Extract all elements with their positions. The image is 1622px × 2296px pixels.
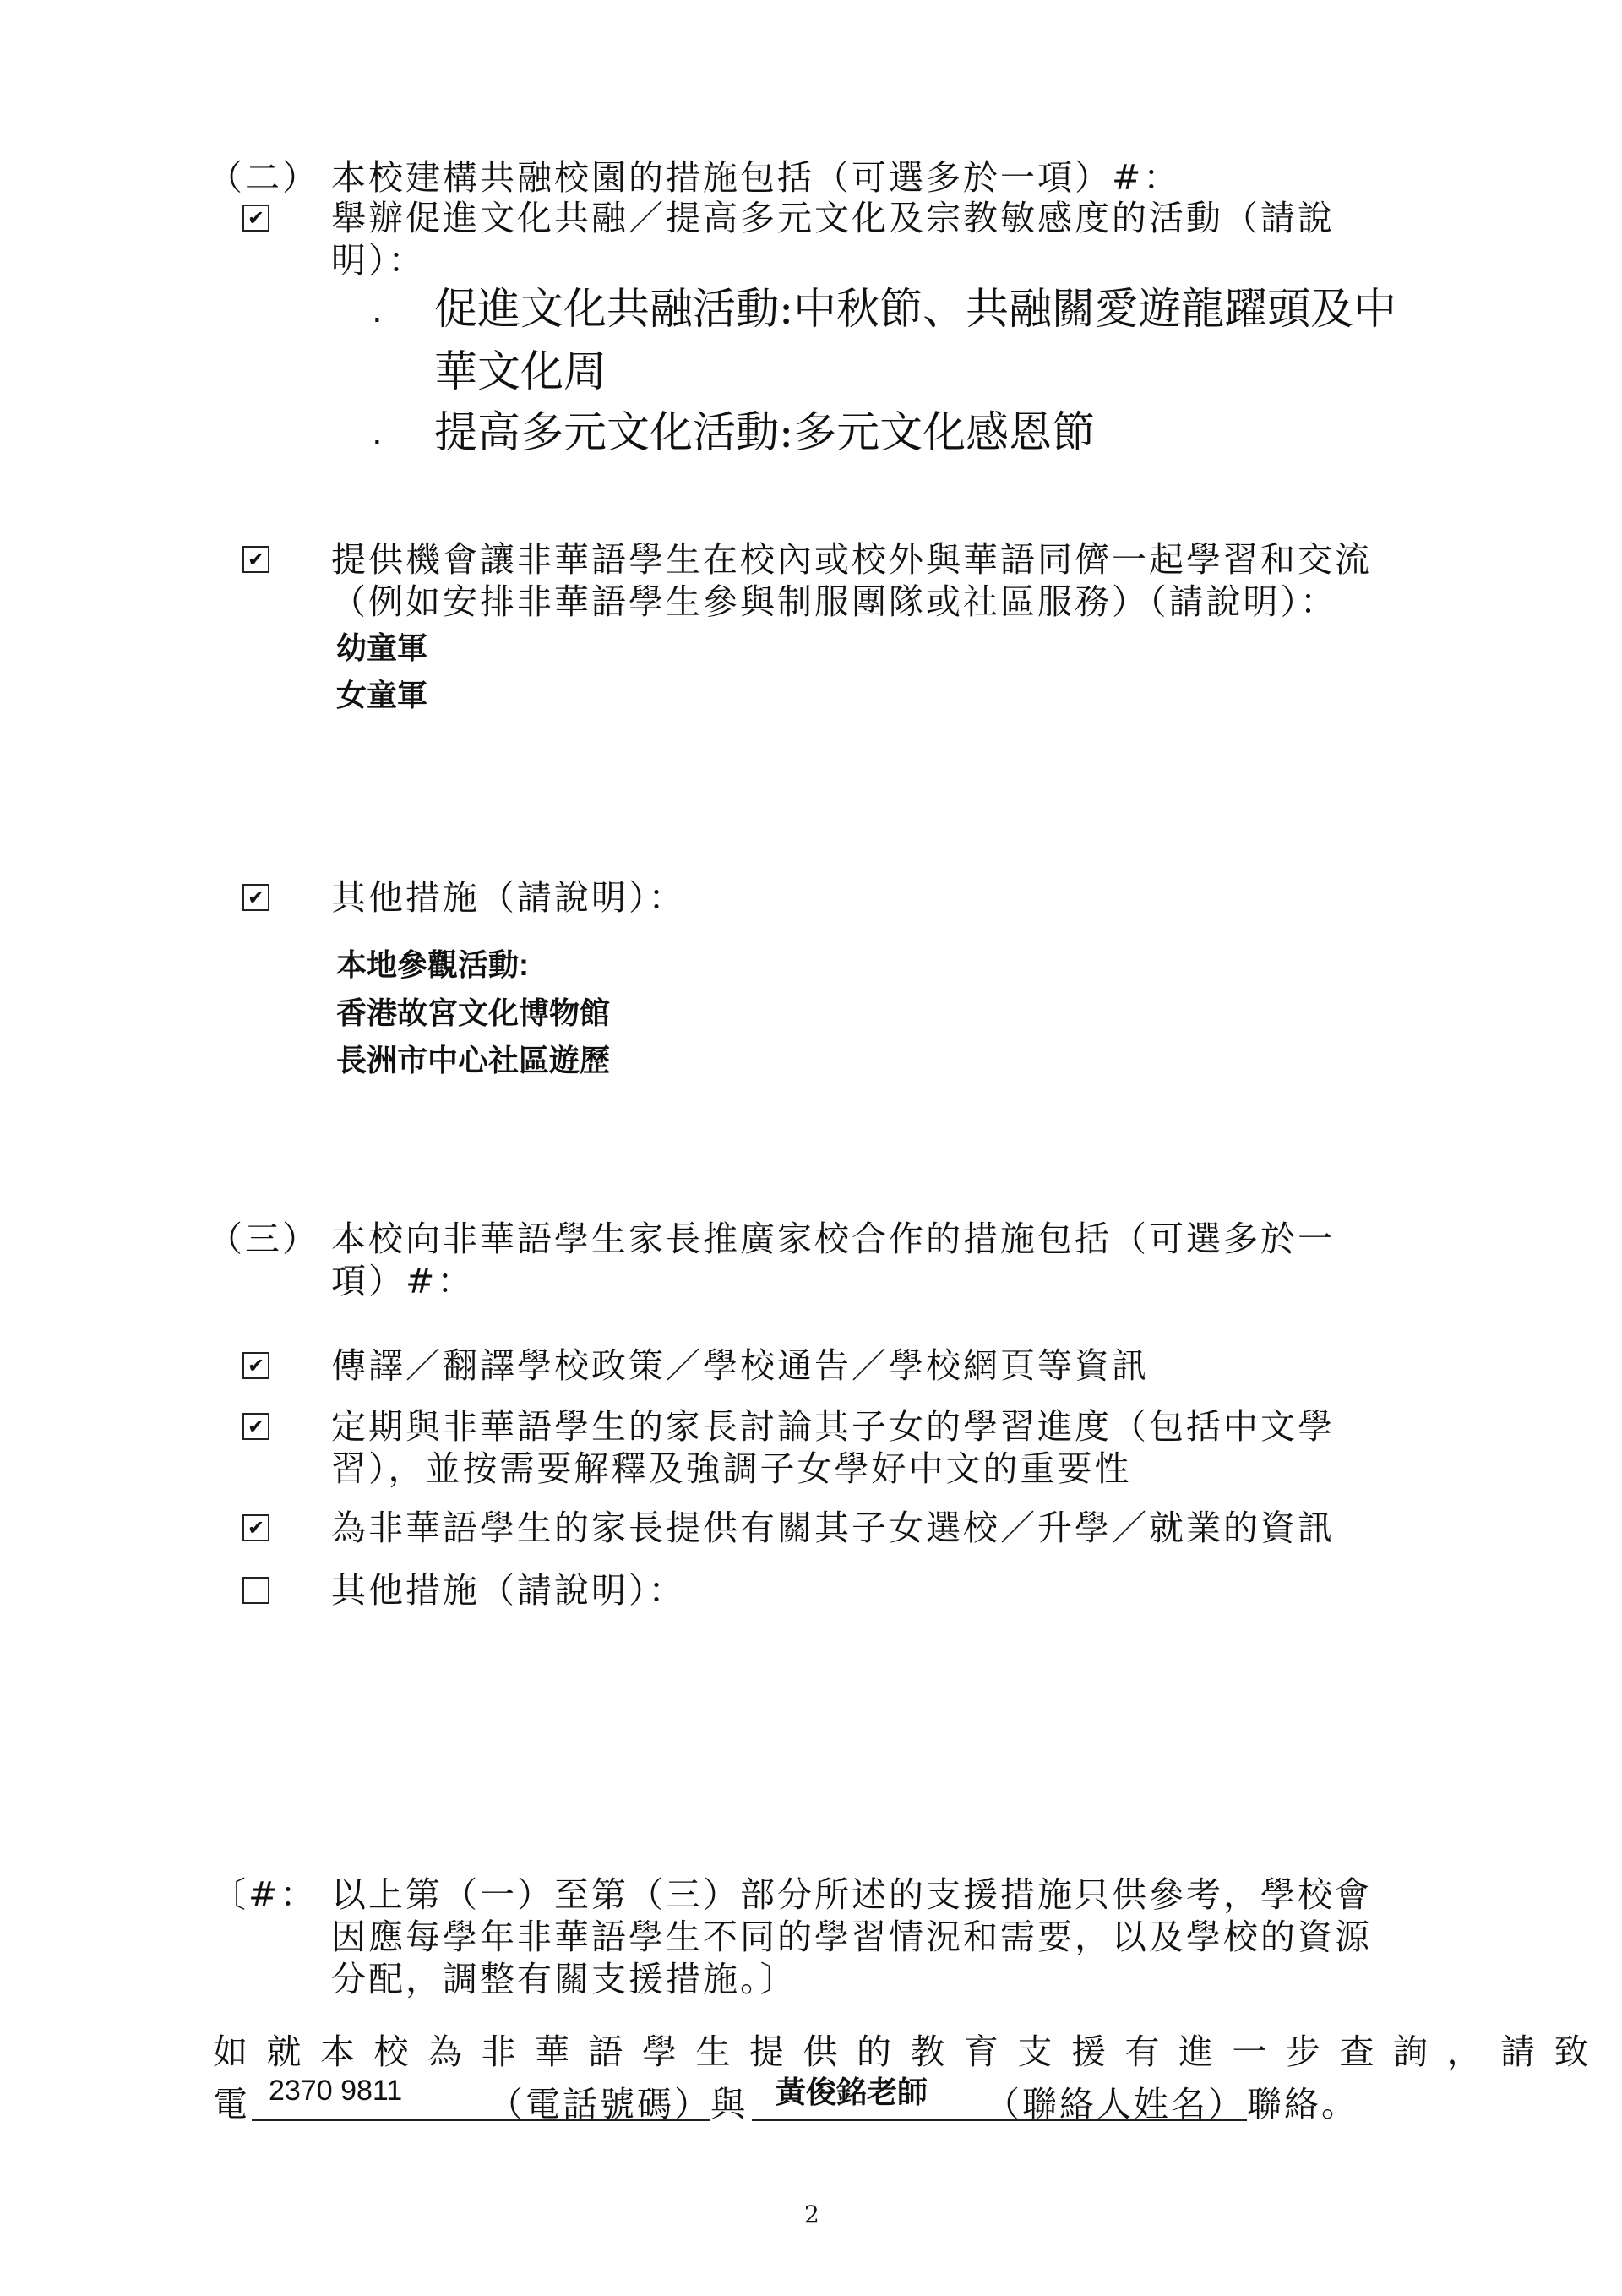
checkbox-cultural-activities[interactable]: [242, 205, 269, 232]
checkbox-parent-discussion[interactable]: [242, 1413, 269, 1440]
person-underline: [752, 2119, 1247, 2121]
item2-answer: 幼童軍: [336, 630, 428, 665]
checkbox-translation[interactable]: [242, 1352, 269, 1379]
phone-underline: [252, 2119, 710, 2121]
bullet-dot-icon: .: [372, 292, 383, 330]
item2-answer: 女童軍: [336, 678, 428, 712]
check-mark-icon: ✔: [247, 1415, 265, 1438]
item2-text-line2: （例如安排非華語學生參與制服團隊或社區服務）（請說明）：: [331, 581, 1337, 622]
item2-text-line1: 提供機會讓非華語學生在校內或校外與華語同儕一起學習和交流: [331, 539, 1372, 580]
contact-prefix: 電: [213, 2084, 250, 2124]
item3-answer: 香港故宮文化博物館: [336, 995, 611, 1030]
check-mark-icon: ✔: [247, 548, 265, 571]
section3-item4-text: 其他措施（請說明）：: [331, 1570, 686, 1611]
note-label: 〔#：: [211, 1874, 318, 1915]
check-mark-icon: ✔: [247, 1354, 265, 1377]
checkbox-school-info[interactable]: [242, 1514, 269, 1541]
item3-text-line1: 其他措施（請說明）：: [331, 877, 686, 918]
check-mark-icon: ✔: [247, 886, 265, 909]
section3-title-line2: 項）#：: [331, 1261, 475, 1301]
section3-item1-text: 傳譯／翻譯學校政策／學校通告／學校網頁等資訊: [331, 1345, 1149, 1386]
note-line1: 以上第（一）至第（三）部分所述的支援措施只供參考，學校會: [331, 1874, 1372, 1915]
phone-hint: （電話號碼）: [488, 2084, 711, 2124]
item1-text-line2: 明）：: [331, 240, 426, 281]
checkbox-other-measures[interactable]: [242, 884, 269, 911]
person-hint: （聯絡人姓名）: [985, 2084, 1245, 2124]
check-mark-icon: ✔: [247, 1516, 265, 1540]
checkbox-peer-learning[interactable]: [242, 546, 269, 573]
item3-answer: 長洲市中心社區遊歷: [336, 1043, 611, 1077]
section3-label: （三）: [208, 1219, 319, 1259]
section3-title-line1: 本校向非華語學生家長推廣家校合作的措施包括（可選多於一: [331, 1219, 1335, 1259]
item1-text-line1: 舉辦促進文化共融／提高多元文化及宗教敏感度的活動（請說: [331, 198, 1335, 238]
page-number: 2: [804, 2201, 819, 2228]
note-line2: 因應每學年非華語學生不同的學習情況和需要，以及學校的資源: [331, 1917, 1372, 1957]
bullet1-line1: 促進文化共融活動:中秋節、共融關愛遊龍躍頭及中: [434, 285, 1397, 335]
item3-answer: 本地參觀活動:: [336, 947, 529, 982]
phone-number-field[interactable]: 2370 9811: [269, 2075, 403, 2107]
contact-line1: 如就本校為非華語學生提供的教育支援有進一步查詢，請致: [213, 2031, 1608, 2072]
checkbox-other-measures-unchecked[interactable]: [242, 1577, 269, 1604]
section3-item2-line1: 定期與非華語學生的家長討論其子女的學習進度（包括中文學: [331, 1406, 1335, 1447]
contact-joiner: 與: [710, 2084, 748, 2124]
bullet-dot-icon: .: [372, 414, 383, 453]
contact-suffix: 聯絡。: [1247, 2084, 1358, 2124]
section3-item2-line2: 習），並按需要解釋及強調子女學好中文的重要性: [331, 1448, 1132, 1489]
section2-title: 本校建構共融校園的措施包括（可選多於一項）#：: [331, 157, 1181, 198]
contact-person-field[interactable]: 黃俊銘老師: [776, 2075, 928, 2109]
section3-item3-text: 為非華語學生的家長提供有關其子女選校／升學／就業的資訊: [331, 1508, 1335, 1548]
section2-label: （二）: [208, 157, 319, 198]
check-mark-icon: ✔: [247, 206, 265, 230]
bullet2-line1: 提高多元文化活動:多元文化感恩節: [434, 408, 1096, 458]
bullet1-line2: 華文化周: [434, 347, 607, 397]
note-line3: 分配，調整有關支援措施。〕: [331, 1959, 797, 1999]
